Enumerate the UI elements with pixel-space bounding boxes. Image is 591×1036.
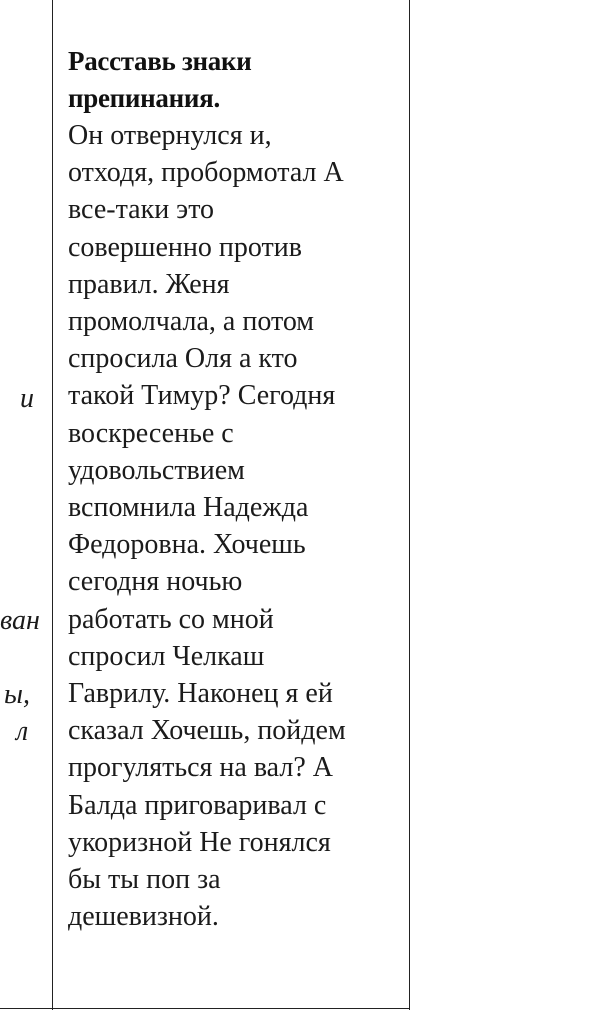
task-text-line: спросила Оля а кто [68,343,298,375]
task-text-line: Федоровна. Хочешь [68,529,306,561]
task-title [68,43,403,117]
table-border-left [52,0,53,1010]
task-text-line: сегодня ночью [68,566,243,598]
task-text-line: отходя, пробормотал А [68,157,344,189]
task-cell [68,43,403,935]
task-text-line: вспомнила Надежда [68,492,309,524]
task-text-line: промолчала, а потом [68,306,315,338]
task-text-line: сказал Хочешь, пойдем [68,715,346,747]
left-column-fragment: и [20,383,34,414]
cropped-top-text [140,0,330,8]
left-column-fragment: л [16,716,29,747]
task-text-line: такой Тимур? Сегодня [68,380,336,412]
left-column-fragment: ван [0,605,40,636]
task-text-line: все-таки это [68,194,215,226]
task-text-line: воскресенье с [68,417,234,449]
task-text-line: Балда приговаривал с [68,789,327,821]
task-text-line: прогуляться на вал? А [68,752,333,784]
left-column-cropped [0,0,52,1010]
left-column-fragment: ы, [4,679,30,710]
task-text-line: правил. Женя [68,268,230,300]
task-text-line: дешевизной. [68,901,219,933]
task-title-line: препинания. [68,83,220,113]
task-text-line: спросил Челкаш [68,640,265,672]
table-border-bottom [0,1008,410,1009]
table-border-right [409,0,410,1010]
task-text-line: работать со мной [68,603,274,635]
task-text-line: удовольствием [68,454,245,486]
task-text-line: Гаврилу. Наконец я ей [68,678,333,710]
task-text-line: укоризной Не гонялся [68,826,331,858]
task-text-line: бы ты поп за [68,864,221,896]
task-title-line: Расставь знаки [68,46,252,76]
task-text-line: совершенно против [68,231,302,263]
task-text-line: Он отвернулся и, [68,120,272,151]
task-text [68,117,403,935]
